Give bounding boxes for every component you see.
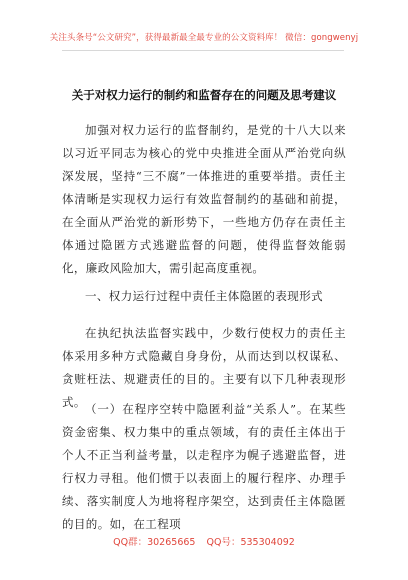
header-divider — [62, 50, 344, 51]
document-title: 关于对权力运行的制约和监督存在的问题及思考建议 — [71, 88, 337, 102]
section-paragraph-2: （一）在程序空转中隐匿利益“关系人”。在某些资金密集、权力集中的重点领域，有的责任主体出于个人不正当利益考量，以走程序为幌子逃避监督，进行权力寻租。他们惯于以表面上的履行程序、办理手续、落实制度人为地将程序架空，达到责任主体隐匿的目的。如，在工程项 — [62, 402, 346, 531]
intro-paragraph: 加强对权力运行的监督制约，是党的十八大以来以习近平同志为核心的党中央推进全面从严治党向纵深发展，坚持“三不腐”一体推进的重要举措。责任主体清晰是实现权力运行有效监督制约的基础和前提，在全面从严治党的新形势下，一些地方仍存在责任主体通过隐匿方式逃避监督的问题，使得监督效能弱化，廉政风险加大，需引起高度重视。 — [62, 123, 346, 275]
section-paragraph-1: 在执纪执法监督实践中，少数行使权力的责任主体采用多种方式隐藏自身身份，从而达到以权谋私、贪赃枉法、规避责任的目的。主要有以下几种表现形式。 — [62, 326, 346, 409]
section-heading: 一、权力运行过程中责任主体隐匿的表现形式 — [85, 289, 323, 303]
footer-contact — [0, 534, 408, 548]
footer-qq-group: QQ群：30265665 — [113, 537, 196, 548]
header-banner: 关注头条号“公文研究”，获得最新最全最专业的公文资料库！ 微信：gongwenyj — [49, 33, 359, 43]
footer-qq-number: QQ号：535304092 — [206, 537, 295, 548]
